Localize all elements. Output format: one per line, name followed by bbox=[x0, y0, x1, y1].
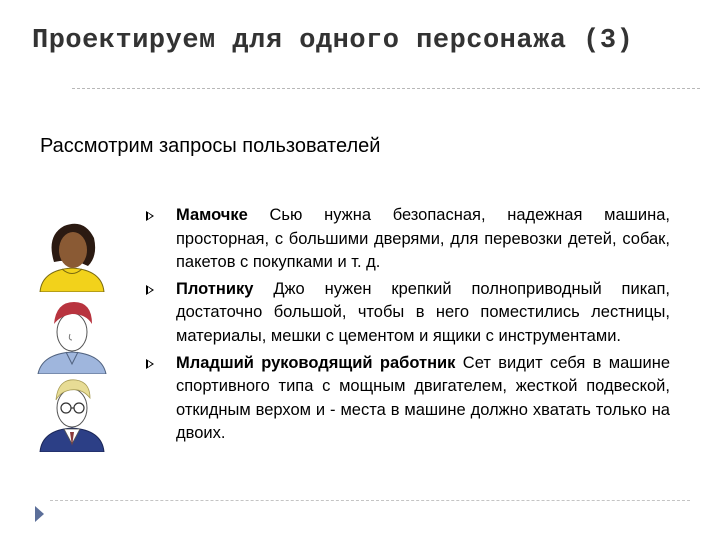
persona-request: Сью нужна безопасная, надежная машина, просторная, с большими дверями, для перевозки детей, собак, пакетов с покупками и т. д. bbox=[176, 206, 670, 272]
persona-name: Мамочке bbox=[176, 206, 248, 224]
next-slide-arrow-icon[interactable] bbox=[35, 506, 44, 522]
footer-divider bbox=[50, 500, 690, 501]
persona-list bbox=[146, 204, 670, 449]
persona-request: Сет видит себя в машине спортивного типа с мощным двигателем, жесткой подвеской, откидным верхом и - места в машине должно хватать только на двоих. bbox=[176, 353, 671, 443]
bullet-arrow-icon bbox=[146, 211, 154, 221]
carpenter-avatar-image bbox=[32, 294, 112, 374]
list-item bbox=[146, 352, 670, 446]
persona-request: Джо нужен крепкий полноприводный пикап, достаточно большой, чтобы в него поместились лестницы, материалы, мешки с цементом и ящики с инструментами. bbox=[176, 279, 670, 345]
bullet-arrow-icon bbox=[146, 285, 154, 295]
slide-title: Проектируем для одного персонажа (3) bbox=[32, 26, 634, 56]
list-item bbox=[146, 278, 670, 349]
list-item bbox=[146, 204, 670, 275]
persona-name: Младший руководящий работник bbox=[176, 353, 456, 372]
persona-name: Плотнику bbox=[176, 279, 254, 298]
bullet-arrow-icon bbox=[146, 359, 154, 369]
manager-avatar-image bbox=[32, 372, 112, 452]
slide-subtitle: Рассмотрим запросы пользователей bbox=[40, 135, 381, 157]
mom-avatar-image bbox=[32, 212, 112, 292]
title-divider bbox=[72, 88, 700, 89]
